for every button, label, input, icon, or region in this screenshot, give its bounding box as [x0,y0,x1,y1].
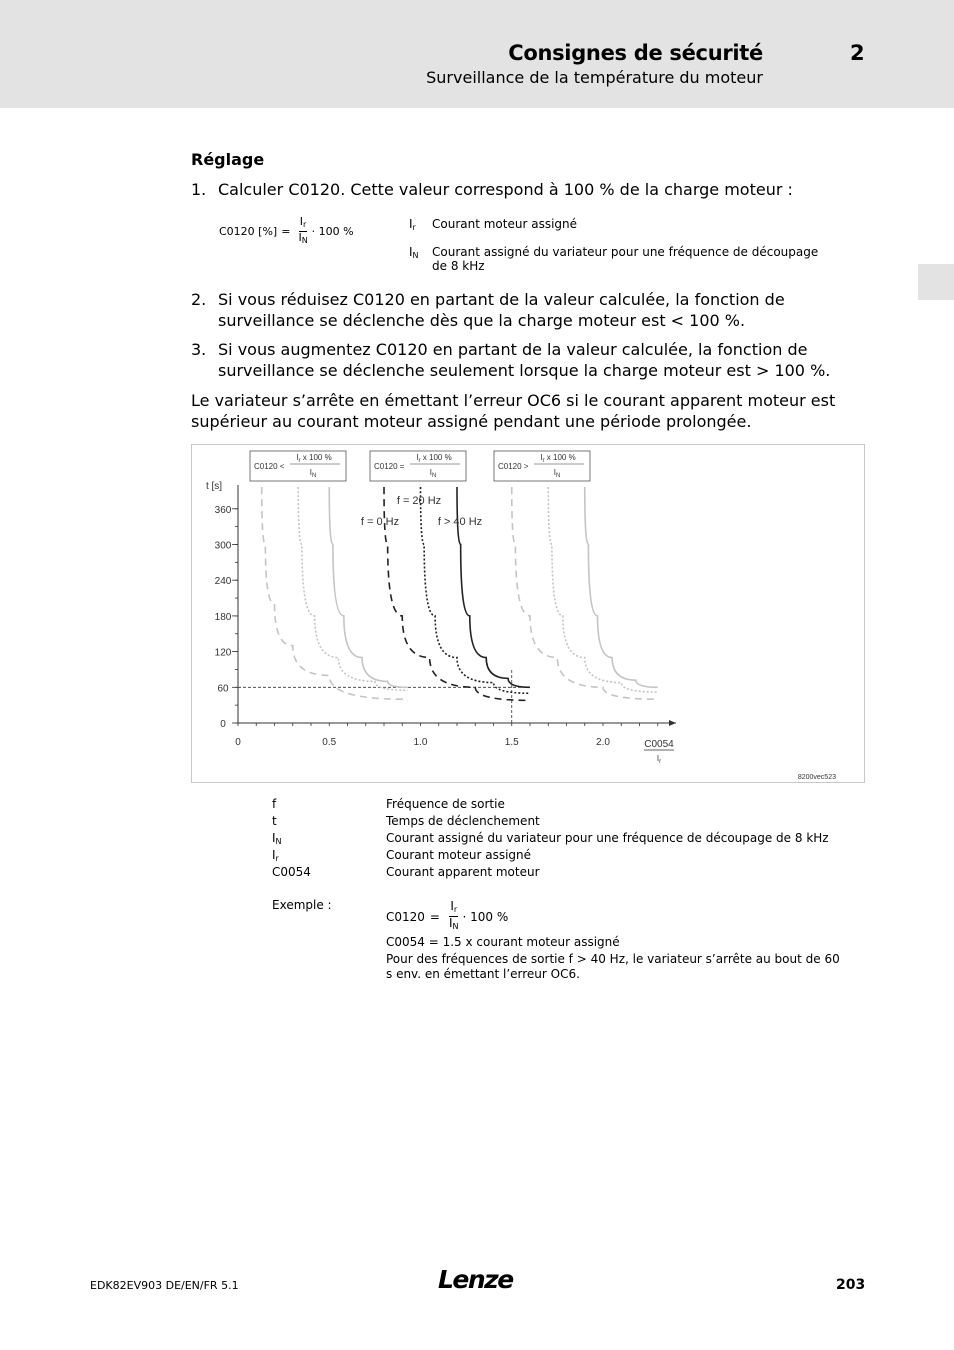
definition-symbol: $I_N$ [409,245,419,260]
formula-denominator: $I_N$ [448,916,459,931]
y-tick-label: 300 [214,540,232,552]
legend-symbol: f [272,797,277,811]
chapter-number: 2 [850,41,865,65]
chart-svg [192,445,866,784]
condition-box-label: C0120 < [254,462,285,471]
section-heading: Réglage [191,150,265,169]
curve-label-40hz: f > 40 Hz [437,516,483,528]
y-tick-label: 360 [214,504,232,516]
x-tick-label: 0.5 [322,737,337,748]
example-line: C0054 = 1.5 x courant moteur assigné [386,935,620,949]
condition-box-denominator: $I_N$ [429,468,437,479]
x-tick-label: 2.0 [596,737,610,748]
formula-equals: = [429,909,440,924]
condition-box-numerator: $I_r$ x 100 % [296,453,332,464]
step-number: 3. [191,340,207,359]
legend-symbol: C0054 [272,865,311,879]
legend-text: Courant apparent moteur [386,865,540,879]
curve-dotted-light [548,487,658,692]
formula-equals: = [281,224,291,238]
formula-fraction [449,900,459,933]
definition-row [409,245,419,263]
paragraph: Le variateur s’arrête en émettant l’erreur OC6 si le courant apparent moteur est supérieur au courant moteur assigné pendant une période prolongée. [191,391,836,431]
x-tick-label: 0 [235,737,241,748]
step-number: 1. [191,180,207,199]
y-tick-label: 180 [214,611,232,623]
page-header [0,0,954,108]
chapter-side-tab [918,264,954,300]
x-axis-label-sub: $I_r$ [656,754,662,765]
condition-box-denominator: $I_N$ [309,468,317,479]
formula-lhs: C0120 [%] [219,224,278,238]
formula-fraction [298,216,307,247]
legend-text: Courant moteur assigné [386,848,532,862]
chapter-title: Consignes de sécurité [508,41,763,65]
curve-label-20hz: f = 20 Hz [396,495,442,507]
curve-label-0hz: f = 0 Hz [360,516,400,528]
formula-lhs: C0120 [386,909,425,924]
y-tick-label: 0 [220,719,226,730]
formula-denominator: $I_N$ [298,231,308,245]
definition-row [409,217,416,235]
legend-symbol: $I_r$ [272,848,279,863]
page-number: 203 [836,1277,866,1293]
formula-numerator: $I_r$ [299,216,308,232]
condition-box-label: C0120 > [498,462,529,471]
legend-symbol: t [272,814,277,828]
condition-box-numerator: $I_r$ x 100 % [416,453,452,464]
example-formula [386,900,508,933]
x-axis-arrow [669,720,676,726]
formula-numerator: $I_r$ [449,900,458,917]
legend-text: Fréquence de sortie [386,797,505,811]
formula-rhs: · 100 % [462,909,509,924]
curve-solid-light [585,487,658,687]
y-tick-label: 120 [214,647,232,659]
y-tick-label: 60 [217,683,229,695]
x-tick-label: 1.5 [504,737,519,748]
legend-text: Temps de déclenchement [386,814,540,828]
definition-text: Courant assigné du variateur pour une fréquence de découpage de 8 kHz [432,245,819,273]
formula-rhs: · 100 % [311,224,354,238]
step-text: Si vous augmentez C0120 en partant de la valeur calculée, la fonction de surveillance se déclenche seulement lorsque la charge moteur est > 100 %. [218,340,831,380]
example-label: Exemple : [272,898,332,912]
x-tick-label: 1.0 [413,737,428,748]
step-text: Calculer C0120. Cette valeur correspond à 100 % de la charge moteur : [218,180,793,199]
example-line: Pour des fréquences de sortie f > 40 Hz, le variateur s’arrête au bout de 60 s env. en émettant l’erreur OC6. [386,952,840,981]
formula-c0120 [219,216,354,247]
figure-id: 8200vec523 [797,774,836,781]
definition-text: Courant moteur assigné [432,217,578,231]
y-axis-label: t [s] [205,481,223,492]
section-subtitle: Surveillance de la température du moteur [426,68,763,87]
legend-symbol: $I_N$ [272,831,282,846]
trip-time-chart [191,444,865,783]
step-text: Si vous réduisez C0120 en partant de la valeur calculée, la fonction de surveillance se déclenche dès que la charge moteur est < 100 %. [218,290,785,330]
condition-box-denominator: $I_N$ [553,468,561,479]
definition-symbol: $I_r$ [409,217,416,232]
lenze-logo: Lenze [438,1265,513,1294]
document-id: EDK82EV903 DE/EN/FR 5.1 [90,1279,239,1292]
step-number: 2. [191,290,207,309]
x-axis-label: C0054 [644,739,674,750]
condition-box-label: C0120 = [374,462,405,471]
condition-box-numerator: $I_r$ x 100 % [540,453,576,464]
legend-text: Courant assigné du variateur pour une fréquence de découpage de 8 kHz [386,831,829,845]
y-tick-label: 240 [214,576,232,588]
